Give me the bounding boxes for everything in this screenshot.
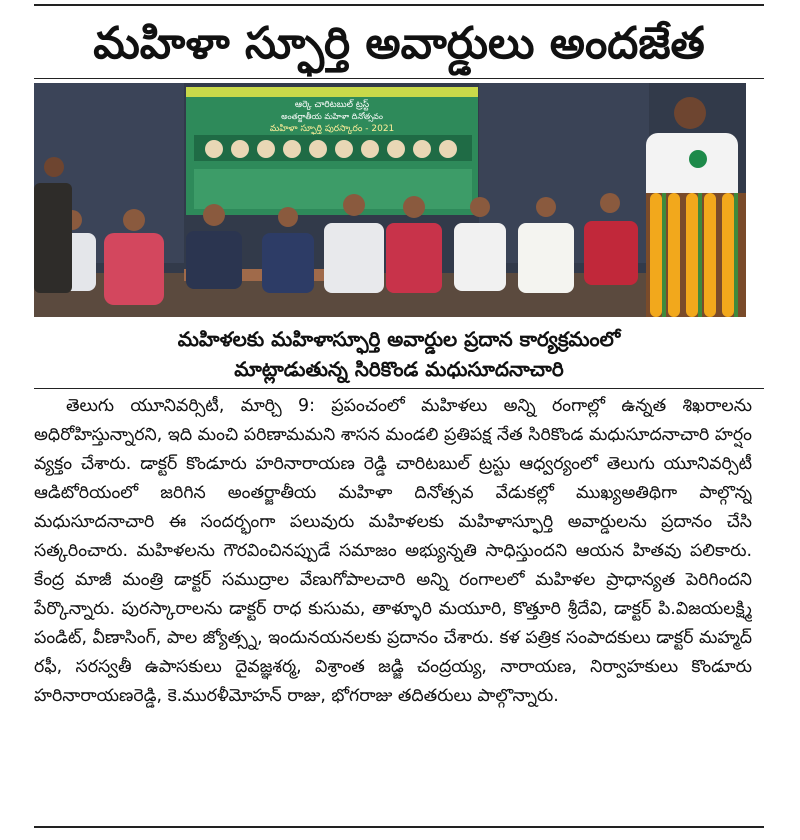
bottom-rule <box>34 826 764 828</box>
banner-line-3: మహిళా స్ఫూర్తి పురస్కారం - 2021 <box>269 124 395 134</box>
banner-line-2: అంతర్జాతీయ మహిళా దినోత్సవం <box>281 112 383 121</box>
top-rule <box>34 4 764 6</box>
headline-rule <box>34 78 764 79</box>
headline: మహిళా స్ఫూర్తి అవార్డులు అందజేత <box>93 18 705 69</box>
photo-caption <box>34 322 764 386</box>
caption-line-1: మహిళలకు మహిళాస్ఫూర్తి అవార్డుల ప్రదాన కార్యక్రమంలో <box>177 327 621 351</box>
caption-rule <box>34 388 764 389</box>
caption-line-2: మాట్లాడుతున్న సిరికొండ మధుసూదనాచారి <box>234 357 564 381</box>
event-photo <box>34 83 746 317</box>
article-body <box>34 392 752 812</box>
banner-line-1: ఆర్కె చారిటబుల్ ట్రస్ట్ <box>294 100 370 110</box>
article-paragraph: తెలుగు యూనివర్సిటీ, మార్చి 9: ప్రపంచంలో మహిళలు అన్ని రంగాల్లో ఉన్నత శిఖరాలను అధిరోహిస్తున్నారని, ఇది మంచి పరిణామమని శాసన మండలి ప్రతిపక్ష నేత సిరికొండ మధుసూదనాచారి హర్షం వ్యక్తం చేశారు. డాక్టర్ కొండూరు హరినారాయణ రెడ్డి చారిటబుల్ ట్రస్టు ఆధ్వర్యంలో తెలుగు యూనివర్సిటీ ఆడిటోరియంలో జరిగిన అంతర్జాతీయ మహిళా దినోత్సవ వేడుకల్లో ముఖ్యఅతిథిగా పాల్గొన్న మధుసూదనాచారి ఈ సందర్భంగా పలువురు మహిళలకు మహిళాస్ఫూర్తి అవార్డులను ప్రదానం చేసి సత్కరించారు. మహిళలను గౌరవించినప్పుడే సమాజం అభ్యున్నతి సాధిస్తుందని ఆయన హితవు పలికారు. కేంద్ర మాజీ మంత్రి డాక్టర్ సముద్రాల వేణుగోపాలచారి అన్ని రంగాలలో మహిళల ప్రాధాన్యత పెరిగిందని పేర్కొన్నారు. పురస్కారాలను డాక్టర్ రాధ కుసుమ, తాళ్ళూరి మయూరి, కొత్తూరి శ్రీదేవి, డాక్టర్ పి.విజయలక్ష్మి పండిట్, వీణాసింగ్, పాల జ్యోత్స్న, ఇందునయనలకు ప్రదానం చేశారు. కళ పత్రిక సంపాదకులు డాక్టర్ మహ్మద్ రఫీ, సరస్వతీ ఉపాసకులు దైవజ్ఞశర్మ, విశ్రాంత జడ్జి చంద్రయ్య, నారాయణ, నిర్వాహకులు కొండూరు హరినారాయణరెడ్డి, కె.మురళీమోహన్ రాజు, భోగరాజు తదితరులు పాల్గొన్నారు. <box>34 396 752 706</box>
